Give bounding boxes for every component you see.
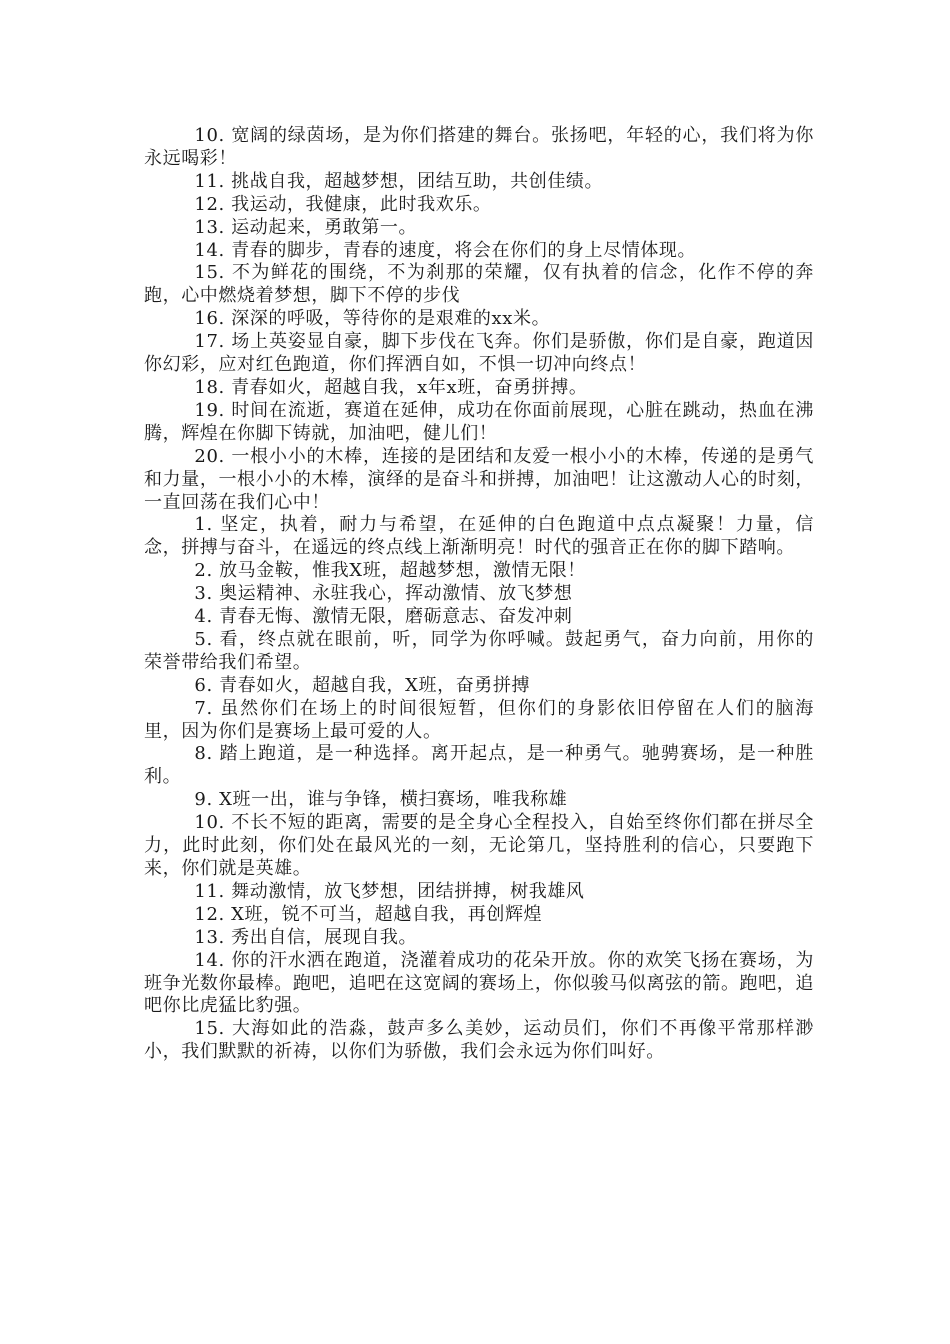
paragraph-25: 14. 你的汗水洒在跑道，浇灌着成功的花朵开放。你的欢笑飞扬在赛场，为班争光数你最棒。跑吧，追吧在这宽阔的赛场上，你似骏马似离弦的箭。跑吧，追吧你比虎猛比豹强。 (144, 949, 814, 1017)
paragraph-1: 10. 宽阔的绿茵场，是为你们搭建的舞台。张扬吧，年轻的心，我们将为你永远喝彩！ (144, 125, 814, 169)
paragraph-12: 1. 坚定，执着，耐力与希望，在延伸的白色跑道中点点凝聚！力量，信念，拼搏与奋斗，在遥远的终点线上渐渐明亮！时代的强音正在你的脚下踏响。 (144, 514, 814, 559)
paragraph-22: 11. 舞动激情，放飞梦想，团结拼搏，树我雄风 (194, 880, 585, 902)
paragraph-4: 13. 运动起来，勇敢第一。 (194, 216, 418, 238)
document-body (144, 125, 814, 1064)
paragraph-8: 17. 场上英姿显自豪，脚下步伐在飞奔。你们是骄傲，你们是自豪，跑道因你幻彩，应对红色跑道，你们挥洒自如，不惧一切冲向终点！ (144, 331, 814, 376)
paragraph-20: 9. X班一出，谁与争锋，横扫赛场，唯我称雄 (194, 789, 568, 811)
paragraph-2: 11. 挑战自我，超越梦想，团结互助，共创佳绩。 (194, 170, 604, 192)
paragraph-23: 12. X班，锐不可当，超越自我，再创辉煌 (194, 903, 543, 925)
paragraph-3: 12. 我运动，我健康，此时我欢乐。 (194, 193, 492, 215)
paragraph-13: 2. 放马金鞍，惟我X班，超越梦想，激情无限！ (194, 560, 586, 582)
paragraph-24: 13. 秀出自信，展现自我。 (194, 926, 418, 948)
paragraph-5: 14. 青春的脚步，青春的速度，将会在你们的身上尽情体现。 (194, 239, 697, 261)
paragraph-9: 18. 青春如火，超越自我，x年x班，奋勇拼搏。 (194, 376, 588, 398)
paragraph-16: 5. 看，终点就在眼前，听，同学为你呼喊。鼓起勇气，奋力向前，用你的荣誉带给我们希望。 (144, 628, 814, 673)
paragraph-6: 15. 不为鲜花的围绕，不为刹那的荣耀，仅有执着的信念，化作不停的奔跑，心中燃烧着梦想，脚下不停的步伐 (144, 262, 814, 307)
paragraph-26: 15. 大海如此的浩淼，鼓声多么美妙，运动员们，你们不再像平常那样渺小，我们默默的祈祷，以你们为骄傲，我们会永远为你们叫好。 (144, 1018, 814, 1063)
paragraph-18: 7. 虽然你们在场上的时间很短暂，但你们的身影依旧停留在人们的脑海里，因为你们是赛场上最可爱的人。 (144, 697, 814, 742)
paragraph-15: 4. 青春无悔、激情无限，磨砺意志、奋发冲刺 (194, 606, 573, 628)
paragraph-19: 8. 踏上跑道，是一种选择。离开起点，是一种勇气。驰骋赛场，是一种胜利。 (144, 743, 814, 788)
paragraph-17: 6. 青春如火，超越自我，X班，奋勇拼搏 (194, 674, 531, 696)
paragraph-14: 3. 奥运精神、永驻我心，挥动激情、放飞梦想 (194, 583, 573, 605)
paragraph-11: 20. 一根小小的木棒，连接的是团结和友爱一根小小的木棒，传递的是勇气和力量，一根小小的木棒，演绎的是奋斗和拼搏，加油吧！让这激动人心的时刻，一直回荡在我们心中！ (144, 445, 814, 513)
paragraph-10: 19. 时间在流逝，赛道在延伸，成功在你面前展现，心脏在跳动，热血在沸腾，辉煌在你脚下铸就，加油吧，健儿们！ (144, 399, 814, 444)
paragraph-21: 10. 不长不短的距离，需要的是全身心全程投入，自始至终你们都在拼尽全力，此时此刻，你们处在最风光的一刻，无论第几，坚持胜利的信心，只要跑下来，你们就是英雄。 (144, 812, 814, 879)
paragraph-7: 16. 深深的呼吸，等待你的是艰难的xx米。 (194, 308, 551, 330)
